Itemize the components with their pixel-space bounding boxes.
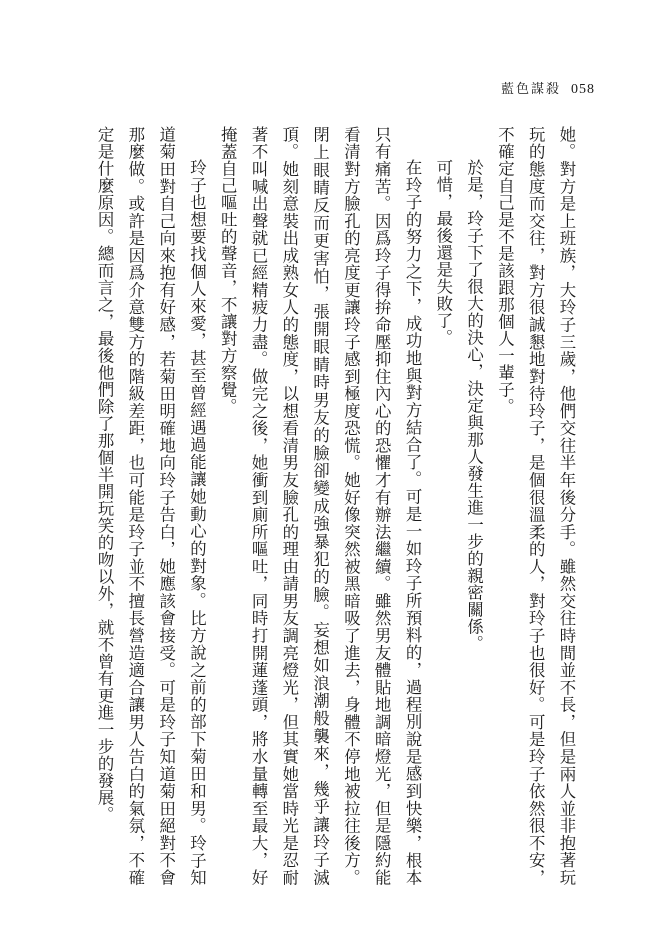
page-number: 058 xyxy=(571,82,595,97)
running-header xyxy=(501,78,595,98)
book-title: 藍色謀殺 xyxy=(500,82,561,97)
paragraph: 可惜，最後還是失敗了。 xyxy=(433,158,453,346)
paragraph: 在玲子的努力之下，成功地與對方結合了。可是一如玲子所預料的，過程別說是感到快樂，根本只有痛苦。因爲玲子得拚命壓抑住內心的恐懼才有辦法繼續。雖然男友體貼地調暗燈光，但是隱約能看清對方臉孔的亮度更讓玲子感到極度恐慌。她好像突然被黑暗吸了進去，身體不停地被拉往後方。閉上眼睛反而更害怕，張開眼睛時男友的臉卻變成強暴犯的臉。妄想如浪潮般襲來，幾乎讓玲子滅頂。她刻意裝出成熟女人的態度，以想看清男友臉孔的理由請男友調亮燈光，但其實她當時光是忍耐著不叫喊出聲就已經精疲力盡。做完之後，她衝到廁所嘔吐，同時打開蓮蓬頭，將水量轉至最大，好掩蓋自己嘔吐的聲音，不讓對方察覺。 xyxy=(218,126,423,886)
body-text xyxy=(88,126,581,886)
paragraph: 她。對方是上班族，大玲子三歲，他們交往半年後分手。雖然交往時間並不長，但是兩人並非抱著玩玩的態度而交往，對方很誠懇地對待玲子，是個很溫柔的人，對玲子也很好。可是玲子依然很不安，不確定自己是不是該跟那個人一輩子。 xyxy=(495,126,576,886)
paragraph: 於是，玲子下了很大的決心，決定與那人發生進一步的親密關係。 xyxy=(464,158,484,652)
paragraph: 玲子也想要找個人來愛，甚至曾經遇過能讓她動心的對象。比方說之前的部下菊田和男。玲子知道菊田對自己向來抱有好感，若菊田明確地向玲子告白，她應該會接受。可是玲子知道菊田絕對不會那麼做。或許是因爲介意雙方的階級差距，也可能是玲子並不擅長營造適合讓男人告白的氣氛，不確定是什麼原因。總而言之，最後他們除了那個半開玩笑的吻以外，就不曾有更進一步的發展。 xyxy=(95,126,207,886)
